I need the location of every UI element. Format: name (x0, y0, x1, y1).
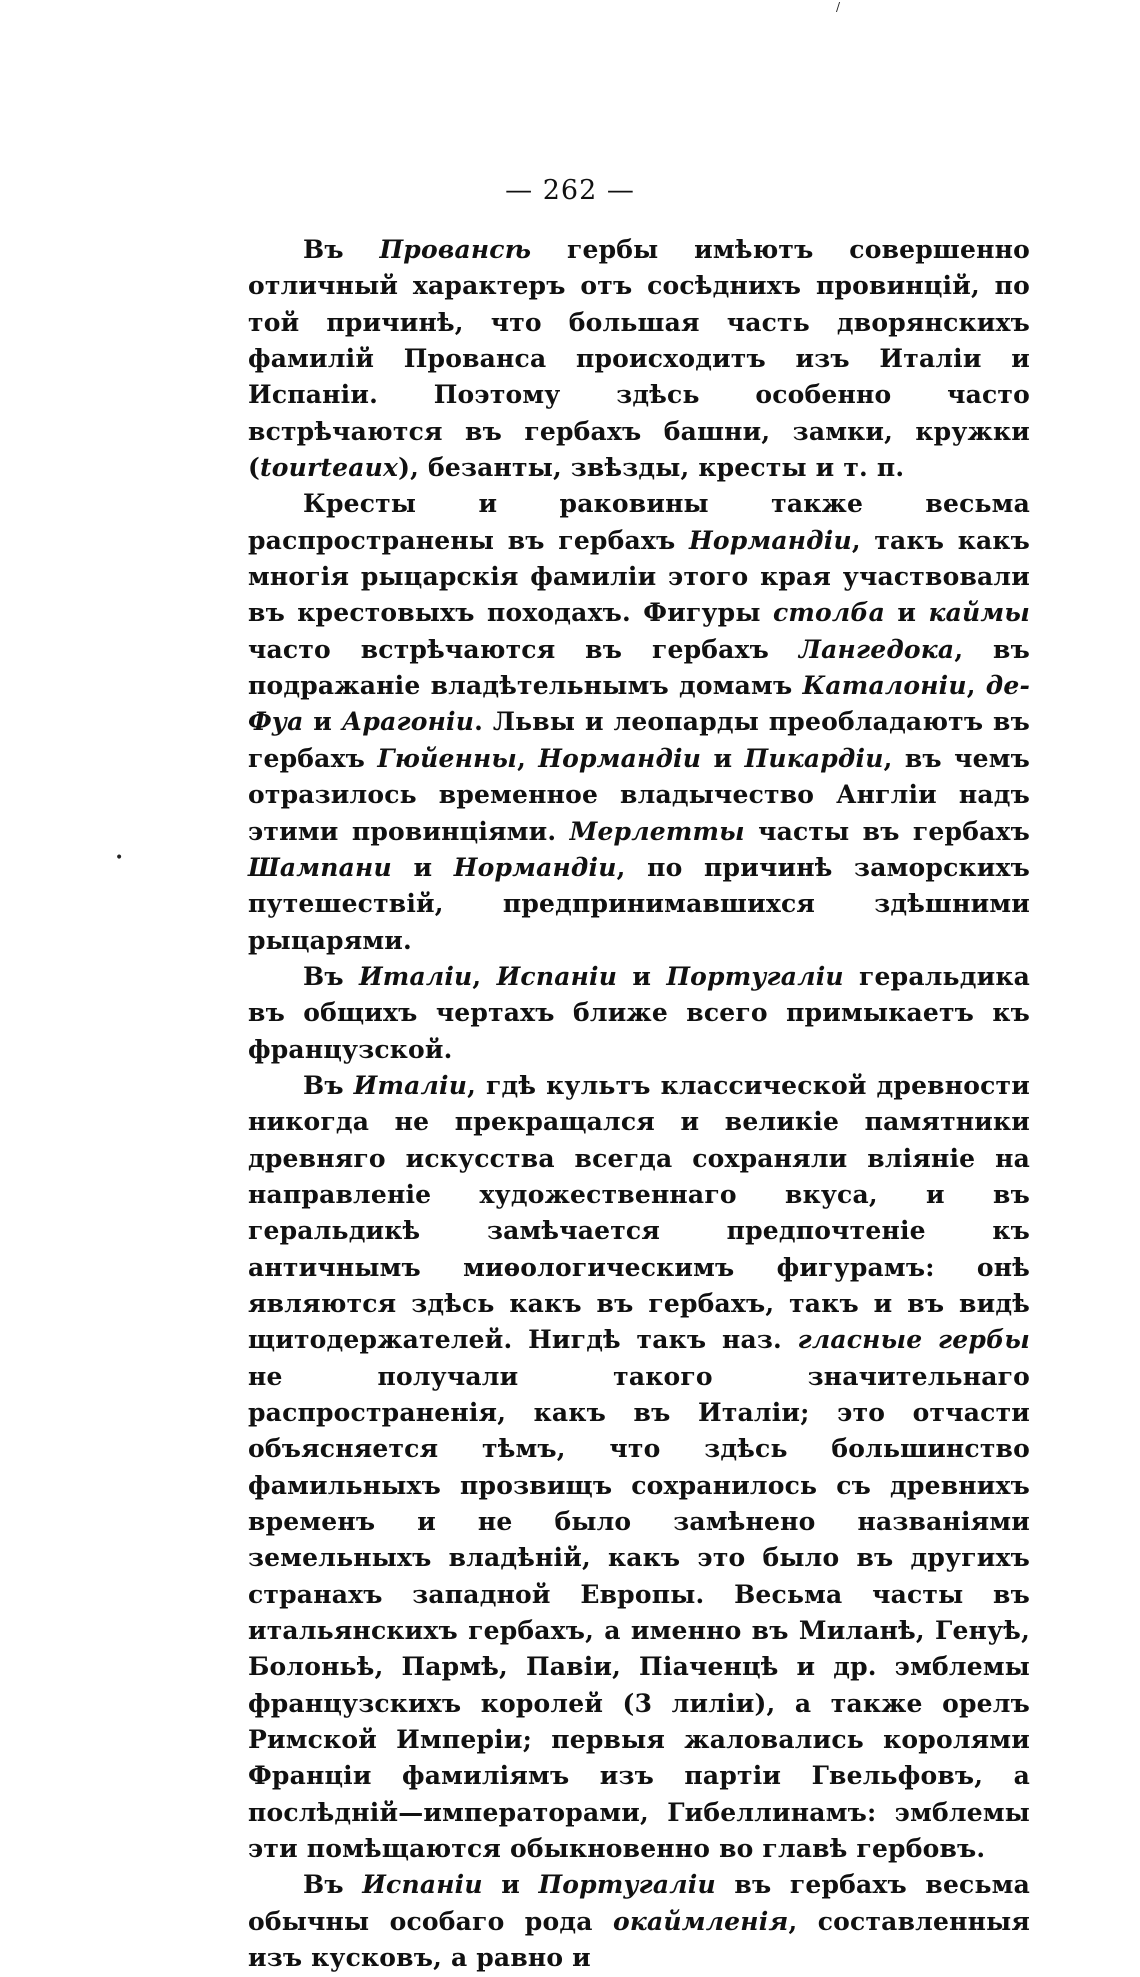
text-run: часты въ гербахъ (744, 816, 1030, 846)
text-run: Въ (303, 1870, 363, 1900)
text-run: , составленныя изъ кусковъ, а равно и (248, 1906, 1030, 1973)
text-run: и (391, 852, 454, 882)
italic-term: tourteaux (260, 453, 399, 483)
stray-mark-left: • (115, 850, 124, 866)
italic-term: Испаніи (362, 1870, 483, 1900)
italic-term: де-Фуа (248, 671, 1031, 737)
text-run: не получали такого значительнаго распространенія, какъ въ Италіи; это отчасти объясняется тѣмъ, что здѣсь большинство фамильныхъ прозвищъ сохранилось съ древнихъ временъ и не было замѣнено названіями земельныхъ владѣній, какъ это было въ другихъ странахъ западной Европы. Весьма часты въ итальянскихъ гербахъ, а именно въ Миланѣ, Генуѣ, Болоньѣ, Пармѣ, Павіи, Піаченцѣ и др. эмблемы французскихъ королей (3 лиліи), а также орелъ Римской Имперіи; первыя жаловались королями Франціи фамиліямъ изъ партіи Гвельфовъ, а послѣдній—императорами, Гибеллинамъ: эмблемы эти помѣщаются обыкновенно во главѣ гербовъ. (248, 1361, 1030, 1864)
body-text (248, 232, 1030, 1977)
italic-term: Лангедока (798, 634, 955, 664)
text-run: , (966, 671, 986, 701)
italic-term: Арагоніи (341, 707, 475, 737)
italic-term: Каталоніи (802, 671, 967, 701)
text-run: Въ (303, 961, 359, 991)
italic-term: Португаліи (666, 961, 844, 991)
page-number: — 262 — (505, 175, 635, 206)
text-run: гербы имѣютъ совершенно отличный характеръ отъ сосѣднихъ провинцій, по той причинѣ, что большая часть дворянскихъ фамилій Прованса происходитъ изъ Италіи и Испаніи. Поэтому здѣсь особенно часто встрѣчаются въ гербахъ башни, замки, кружки ( (248, 235, 1030, 483)
paragraph-italy-spain-portugal (248, 959, 1030, 1068)
italic-term: Португаліи (538, 1870, 716, 1900)
text-run: , въ подражаніе владѣтельнымъ домамъ (248, 634, 1030, 701)
italic-term: Нормандіи (453, 852, 617, 882)
stray-mark-top: / (836, 0, 841, 14)
text-run: , (472, 961, 497, 991)
text-run: и (617, 961, 667, 991)
text-run: ), безанты, звѣзды, кресты и т. п. (398, 453, 905, 483)
text-run: Въ (303, 1070, 354, 1100)
text-run: и (885, 598, 929, 628)
italic-term: Нормандіи (538, 743, 702, 773)
paragraph-normandy (248, 486, 1030, 958)
text-run: , гдѣ культъ классической древности никогда не прекращался и великіе памятники древняго искусства всегда сохраняли вліяніе на направленіе художественнаго вкуса, и въ геральдикѣ замѣчается предпочтеніе къ античнымъ миѳологическимъ фигурамъ: онѣ являются здѣсь какъ въ гербахъ, такъ и въ видѣ щитодержателей. Нигдѣ такъ наз. (248, 1070, 1030, 1355)
text-run: и (303, 707, 342, 737)
italic-term: Италіи (353, 1070, 468, 1100)
text-run: Кресты и раковины также весьма распространены въ гербахъ (248, 489, 1030, 555)
text-run: и (701, 743, 745, 773)
text-run: геральдика въ общихъ чертахъ ближе всего примыкаетъ къ французской. (248, 961, 1030, 1064)
text-run: Въ (303, 235, 380, 264)
italic-term: окаймленія (612, 1906, 789, 1936)
italic-term: Пикардіи (744, 743, 884, 773)
text-run: часто встрѣчаются въ гербахъ (248, 634, 799, 664)
text-run: , (517, 743, 539, 773)
italic-term: Гюйенны (377, 743, 518, 773)
italic-term: Нормандіи (689, 525, 852, 555)
text-run: , въ чемъ отразилось временное владычество Англіи надъ этими провинціями. (248, 743, 1030, 846)
text-run: и (482, 1870, 539, 1900)
text-run: , такъ какъ многія рыцарскія фамиліи этого края участвовали въ крестовыхъ походахъ. Фигуры (248, 525, 1030, 628)
text-run: въ гербахъ весьма обычны особаго рода (248, 1870, 1030, 1936)
italic-term: Шампани (248, 852, 392, 882)
italic-term: Испаніи (496, 961, 618, 991)
italic-term: гласные гербы (797, 1325, 1030, 1355)
italic-term: каймы (928, 598, 1030, 628)
paragraph-italy (248, 1068, 1030, 1868)
italic-term: столба (772, 598, 886, 628)
paragraph-spain-portugal (248, 1867, 1030, 1976)
text-run: , по причинѣ заморскихъ путешествій, предпринимавшихся здѣшними рыцарями. (248, 852, 1030, 955)
text-run: . Львы и леопарды преобладаютъ въ гербахъ (248, 707, 1030, 773)
italic-term: Италіи (358, 961, 473, 991)
italic-term: Провансѣ (379, 235, 532, 264)
paragraph-provence (248, 232, 1030, 486)
italic-term: Мерлетты (569, 816, 745, 846)
